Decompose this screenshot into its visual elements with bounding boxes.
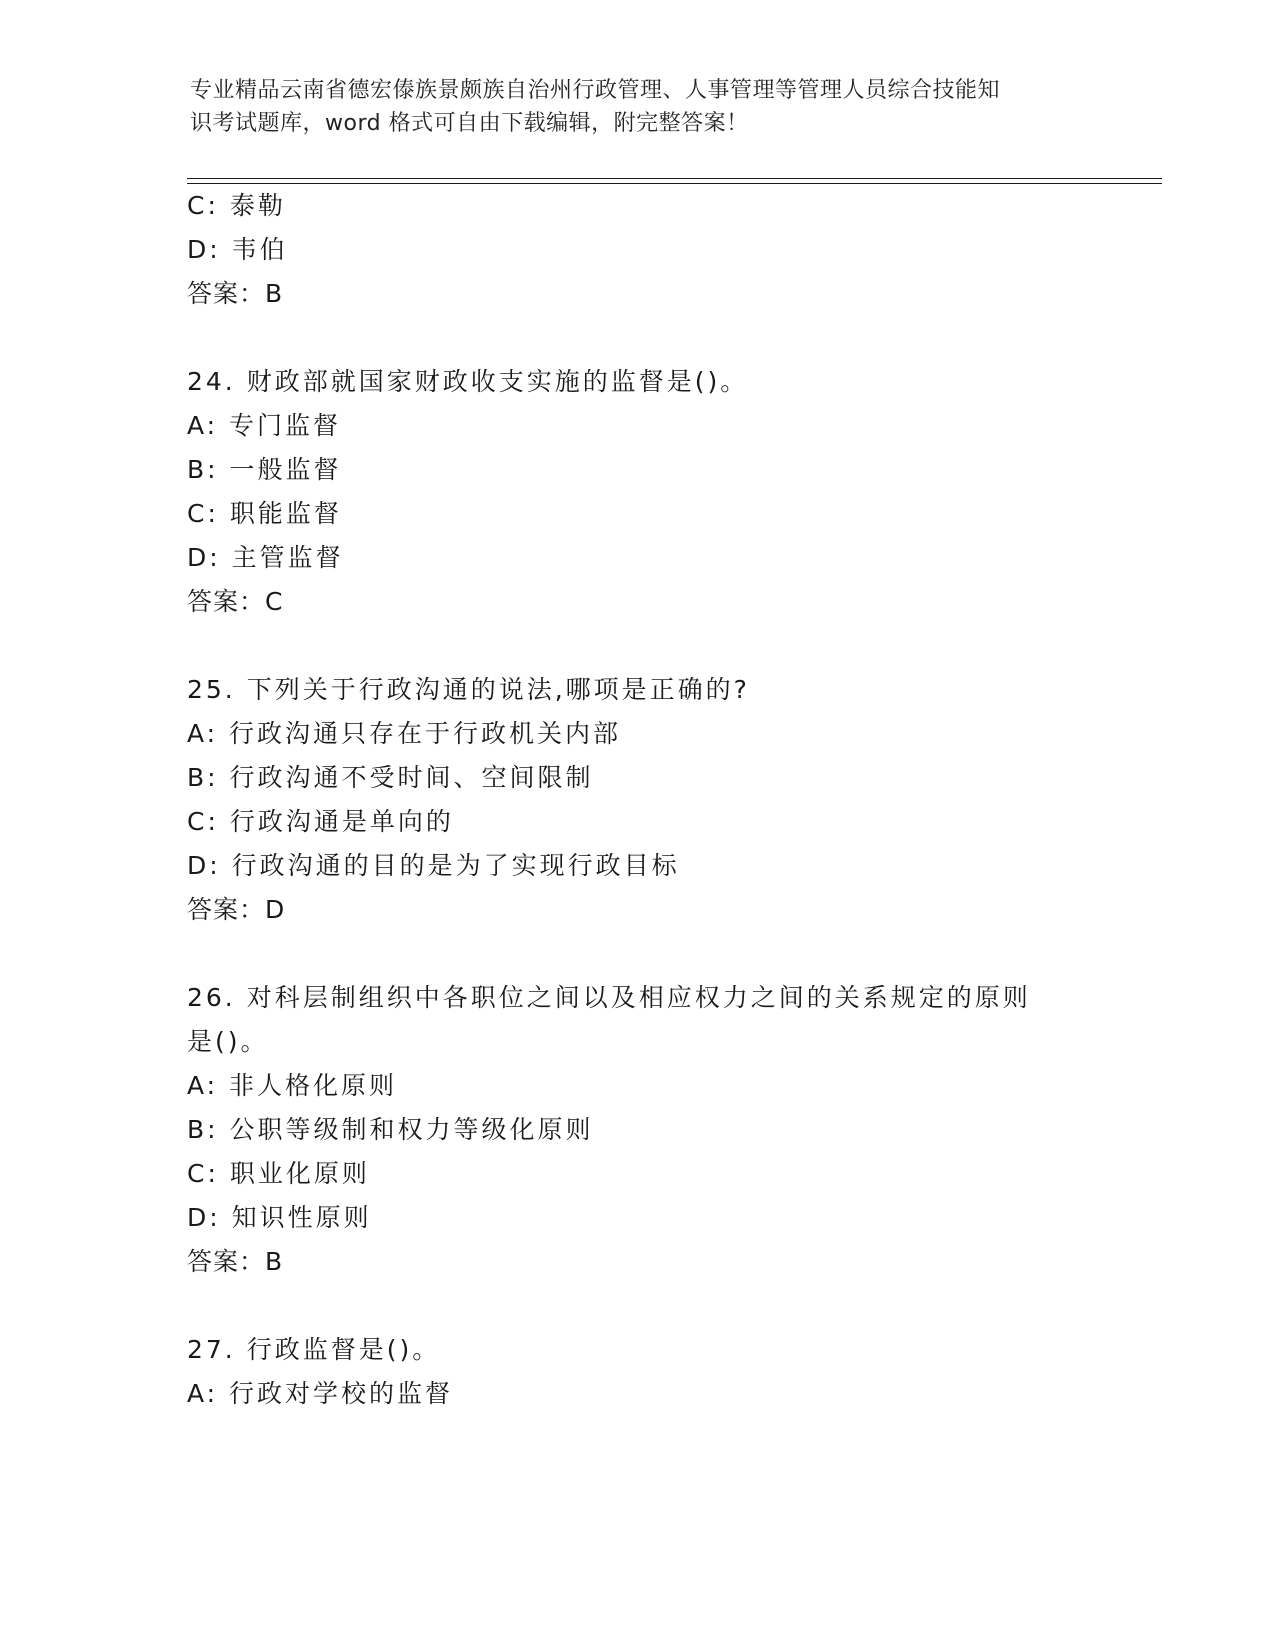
q23-answer: 答案：B — [187, 279, 284, 308]
q24-option-b: B: 一般监督 — [187, 455, 342, 484]
q27-question: 27. 行政监督是()。 — [187, 1335, 441, 1364]
document-header — [190, 74, 1090, 140]
q24-answer: 答案：C — [187, 587, 284, 616]
q25-option-c: C: 行政沟通是单向的 — [187, 807, 454, 836]
q27-option-a: A: 行政对学校的监督 — [187, 1379, 454, 1408]
q26-option-b: B: 公职等级制和权力等级化原则 — [187, 1115, 594, 1144]
q24-option-a: A: 专门监督 — [187, 411, 342, 440]
q24-option-c: C: 职能监督 — [187, 499, 342, 528]
header-title-line2: 识考试题库，word 格式可自由下载编辑，附完整答案！ — [190, 111, 749, 136]
q26-question-line2: 是()。 — [187, 1027, 269, 1056]
q24-question: 24. 财政部就国家财政收支实施的监督是()。 — [187, 367, 749, 396]
q25-question: 25. 下列关于行政沟通的说法,哪项是正确的? — [187, 675, 750, 704]
q24-option-d: D: 主管监督 — [187, 543, 344, 572]
header-divider-top — [187, 178, 1162, 179]
q26-answer: 答案：B — [187, 1247, 284, 1276]
q26-option-c: C: 职业化原则 — [187, 1159, 370, 1188]
q26-option-a: A: 非人格化原则 — [187, 1071, 398, 1100]
q23-option-c: C: 泰勒 — [187, 191, 286, 220]
q25-option-b: B: 行政沟通不受时间、空间限制 — [187, 763, 594, 792]
q25-option-d: D: 行政沟通的目的是为了实现行政目标 — [187, 851, 680, 880]
header-divider-bottom — [187, 183, 1162, 184]
q26-option-d: D: 知识性原则 — [187, 1203, 372, 1232]
q25-answer: 答案：D — [187, 895, 286, 924]
q26-question-line1: 26. 对科层制组织中各职位之间以及相应权力之间的关系规定的原则 — [187, 983, 1031, 1012]
q25-option-a: A: 行政沟通只存在于行政机关内部 — [187, 719, 622, 748]
header-title-line1: 专业精品云南省德宏傣族景颇族自治州行政管理、人事管理等管理人员综合技能知 — [190, 78, 1001, 103]
q23-option-d: D: 韦伯 — [187, 235, 288, 264]
